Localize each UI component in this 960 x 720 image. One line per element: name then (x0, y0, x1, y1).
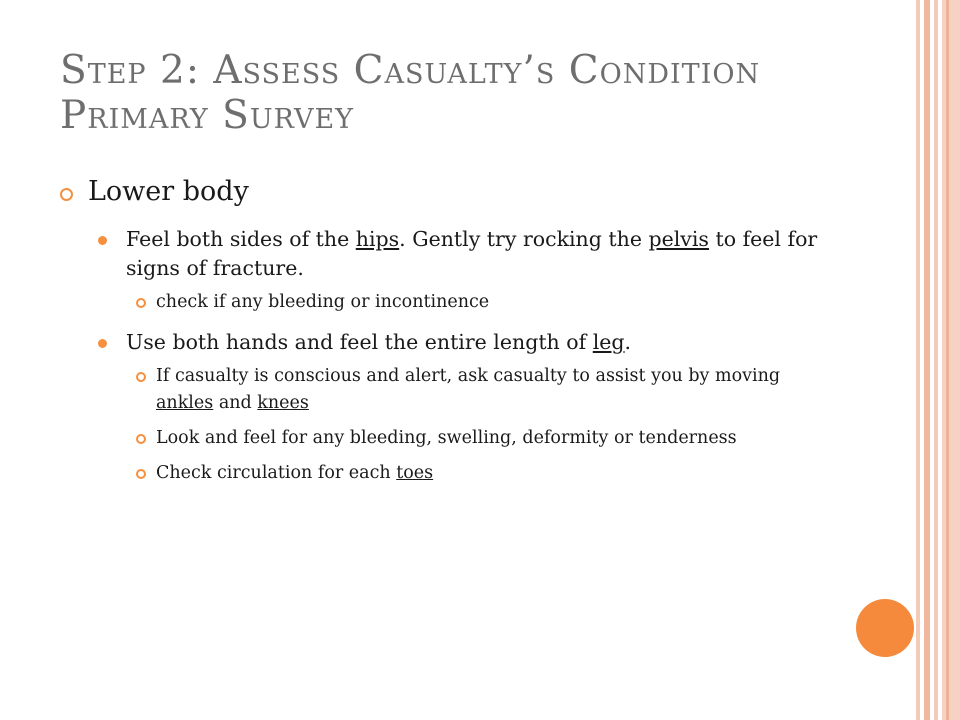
ring-bullet-icon (136, 434, 146, 444)
ring-bullet-icon (136, 372, 146, 382)
underlined-term-hips: hips (355, 227, 400, 251)
text: check if any bleeding or incontinence (156, 292, 490, 312)
ring-bullet-icon (60, 188, 73, 201)
underlined-term-ankles: ankles (156, 393, 214, 413)
ring-bullet-icon (136, 469, 146, 479)
title-line-2: Primary Survey (60, 93, 354, 138)
underlined-term-pelvis: pelvis (648, 227, 709, 251)
heading-text: Lower body (88, 176, 249, 207)
text: . (624, 330, 632, 354)
underlined-term-toes: toes (396, 463, 434, 483)
decorative-circle (856, 599, 914, 657)
dot-bullet-icon (98, 236, 107, 245)
sub-bullet-ankles-knees (60, 363, 820, 417)
underlined-term-knees: knees (257, 393, 309, 413)
ring-bullet-icon (136, 298, 146, 308)
slide-title (60, 48, 820, 138)
bullet-leg (60, 328, 820, 357)
sub-bullet-circulation (60, 460, 820, 487)
text: to feel for signs of fracture. (126, 227, 818, 280)
text: and (213, 393, 258, 413)
bullet-lower-body (60, 175, 820, 209)
dot-bullet-icon (98, 339, 107, 348)
text: Feel both sides of the (126, 227, 356, 251)
sub-bullet-bleeding (60, 289, 820, 316)
title-line-1: Step 2: Assess Casualty’s Condition (60, 48, 761, 93)
text: If casualty is conscious and alert, ask casualty to assist you by moving (156, 366, 792, 386)
decorative-stripes (916, 0, 960, 720)
underlined-term-leg: leg (592, 330, 625, 354)
sub-bullet-look-feel (60, 425, 820, 452)
slide-body (60, 175, 820, 495)
text: Use both hands and feel the entire length of (126, 330, 593, 354)
text: Look and feel for any bleeding, swelling, deformity or tenderness (156, 428, 737, 448)
bullet-hips (60, 225, 820, 283)
text: Check circulation for each (156, 463, 397, 483)
text: . Gently try rocking the (399, 227, 649, 251)
